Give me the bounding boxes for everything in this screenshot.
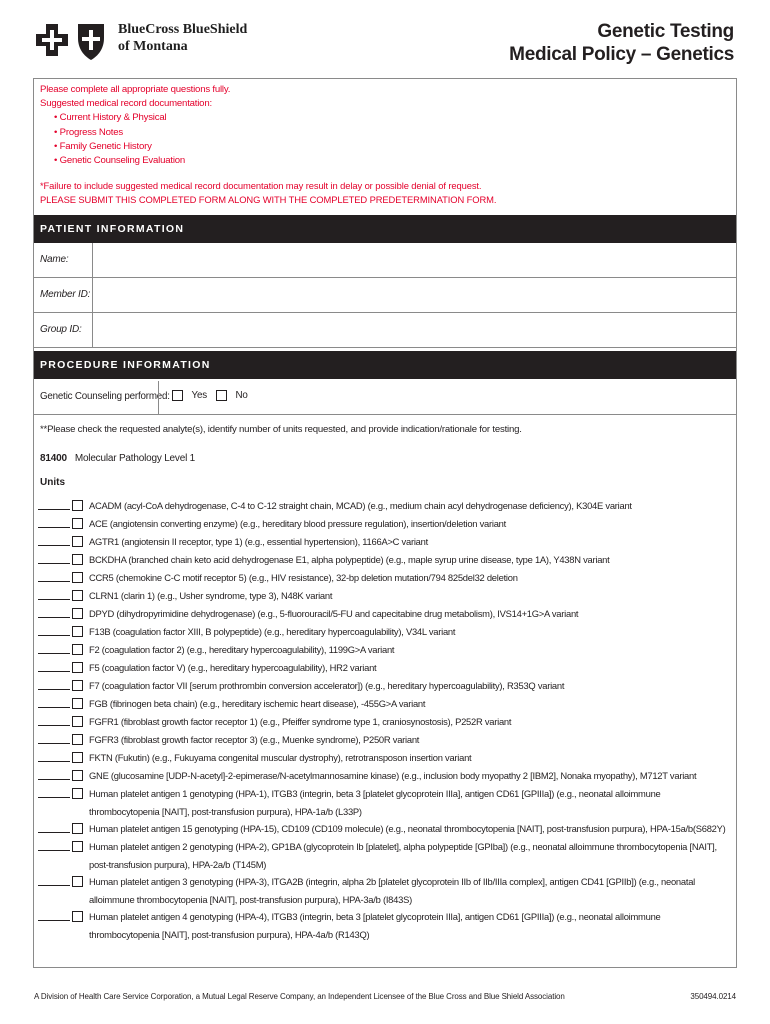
analyte-text: FKTN (Fukutin) (e.g., Fukuyama congenital muscular dystrophy), retrotransposon insertion variant — [89, 752, 472, 763]
analyte-checkbox[interactable] — [72, 734, 83, 745]
analyte-checkbox[interactable] — [72, 698, 83, 709]
units-input[interactable] — [38, 785, 70, 798]
analyte-checkbox[interactable] — [72, 608, 83, 619]
footer-text: A Division of Health Care Service Corporation, a Mutual Legal Reserve Company, an Independent Licensee of the Blue Cross and Blue Shield Association — [34, 992, 565, 1001]
gc-no-label: No — [235, 390, 248, 402]
analyte-row — [38, 713, 732, 731]
analyte-text: CCR5 (chemokine C-C motif receptor 5) (e.g., HIV resistance), 32-bp deletion mutation/794 825del32 deletion — [89, 572, 518, 583]
units-input[interactable] — [38, 587, 70, 600]
name-label: Name: — [40, 254, 69, 265]
analyte-text: FGFR1 (fibroblast growth factor receptor 1) (e.g., Pfeiffer syndrome type 1, craniosynostosis), P252R variant — [89, 716, 512, 727]
analyte-checkbox[interactable] — [72, 572, 83, 583]
analyte-row — [38, 569, 732, 587]
analyte-checkbox[interactable] — [72, 770, 83, 781]
analyte-checkbox[interactable] — [72, 626, 83, 637]
title-line-2: Medical Policy – Genetics — [509, 44, 734, 65]
analyte-row — [38, 659, 732, 677]
bcbs-logo-icon — [34, 20, 110, 62]
group-id-row — [34, 313, 736, 348]
units-input[interactable] — [38, 623, 70, 636]
units-input[interactable] — [38, 533, 70, 546]
gc-yes-option[interactable] — [172, 390, 207, 401]
units-heading: Units — [40, 477, 65, 488]
analyte-checkbox[interactable] — [72, 554, 83, 565]
analyte-text: GNE (glucosamine [UDP-N-acetyl]-2-epimerase/N-acetylmannosamine kinase) (e.g., inclusion body myopathy 2 [IBM2], Nonaka myopathy), M712T variant — [89, 770, 697, 781]
page-header — [0, 0, 770, 80]
analyte-checkbox[interactable] — [72, 716, 83, 727]
analyte-row — [38, 587, 732, 605]
brand-name — [118, 21, 247, 55]
units-input[interactable] — [38, 605, 70, 618]
warning-notice — [40, 179, 496, 207]
analyte-checkbox[interactable] — [72, 680, 83, 691]
page-title — [509, 20, 734, 66]
analyte-instruction: **Please check the requested analyte(s), identify number of units requested, and provide indication/rationale for testing. — [40, 424, 522, 435]
form-box — [33, 78, 737, 968]
analyte-text: F2 (coagulation factor 2) (e.g., hereditary hypercoagulability), 1199G>A variant — [89, 644, 395, 655]
documentation-item: • Progress Notes — [54, 126, 230, 140]
analyte-checkbox[interactable] — [72, 911, 83, 922]
analyte-checkbox[interactable] — [72, 823, 83, 834]
gc-no-checkbox[interactable] — [216, 390, 227, 401]
documentation-item: • Current History & Physical — [54, 111, 230, 125]
analyte-row — [38, 767, 732, 785]
analyte-text: DPYD (dihydropyrimidine dehydrogenase) (e.g., 5-fluorouracil/5-FU and capecitabine drug metabolism), IVS14+1G>A variant — [89, 608, 579, 619]
analyte-row — [38, 551, 732, 569]
analyte-row — [38, 820, 732, 838]
procedure-code-line — [40, 453, 195, 464]
group-id-field[interactable] — [92, 313, 736, 347]
genetic-counseling-label: Genetic Counseling performed: — [40, 391, 170, 402]
page-footer — [34, 992, 736, 1001]
patient-info-heading: PATIENT INFORMATION — [34, 215, 736, 243]
intro-line-1: Please complete all appropriate questions fully. — [40, 84, 231, 95]
units-input[interactable] — [38, 731, 70, 744]
analyte-text: Human platelet antigen 4 genotyping (HPA-4), ITGB3 (integrin, beta 3 [platelet glycoprotein IIIa], antigen CD61 [GPIIIa]) (e.g., neonatal alloimmune thrombocytopenia [NAIT], post-transfusion purpura), HPA-4a/b (R143Q) — [89, 911, 661, 940]
units-input[interactable] — [38, 713, 70, 726]
units-input[interactable] — [38, 497, 70, 510]
analyte-row — [38, 641, 732, 659]
divider — [158, 381, 159, 414]
name-row — [34, 243, 736, 278]
analyte-checkbox[interactable] — [72, 841, 83, 852]
genetic-counseling-row — [34, 381, 736, 415]
documentation-item: • Genetic Counseling Evaluation — [54, 154, 230, 168]
analyte-text: F5 (coagulation factor V) (e.g., hereditary hypercoagulability), HR2 variant — [89, 662, 377, 673]
analyte-row — [38, 695, 732, 713]
analyte-checkbox[interactable] — [72, 662, 83, 673]
analyte-text: F13B (coagulation factor XIII, B polypeptide) (e.g., hereditary hypercoagulability), V34L variant — [89, 626, 456, 637]
units-input[interactable] — [38, 908, 70, 921]
units-input[interactable] — [38, 767, 70, 780]
units-input[interactable] — [38, 659, 70, 672]
analyte-row — [38, 908, 732, 943]
units-input[interactable] — [38, 838, 70, 851]
analyte-row — [38, 749, 732, 767]
analyte-text: Human platelet antigen 1 genotyping (HPA-1), ITGB3 (integrin, beta 3 [platelet glycoprotein IIIa], antigen CD61 [GPIIIa]) (e.g., neonatal alloimmune thrombocytopenia [NAIT], post-transfusion purpura), HPA-1a/b (L33P) — [89, 788, 661, 817]
intro-instructions — [40, 83, 230, 168]
analyte-row — [38, 497, 732, 515]
units-input[interactable] — [38, 749, 70, 762]
procedure-code: 81400 — [40, 453, 67, 464]
units-input[interactable] — [38, 873, 70, 886]
analyte-checkbox[interactable] — [72, 644, 83, 655]
analyte-checkbox[interactable] — [72, 518, 83, 529]
analyte-text: Human platelet antigen 2 genotyping (HPA-2), GP1BA (glycoprotein Ib [platelet], alpha polypeptide [GPIba]) (e.g., neonatal alloimmune thrombocytopenia [NAIT], post-transfusion purpura), HPA-2a/b (T145M) — [89, 841, 717, 870]
units-input[interactable] — [38, 515, 70, 528]
form-number: 350494.0214 — [690, 992, 736, 1001]
analyte-text: ACE (angiotensin converting enzyme) (e.g., hereditary blood pressure regulation), insertion/deletion variant — [89, 518, 506, 529]
submit-instruction: PLEASE SUBMIT THIS COMPLETED FORM ALONG WITH THE COMPLETED PREDETERMINATION FORM. — [40, 194, 497, 205]
analyte-checkbox[interactable] — [72, 752, 83, 763]
analyte-row — [38, 533, 732, 551]
brand-line-1: BlueCross BlueShield — [118, 22, 248, 37]
analyte-text: ACADM (acyl-CoA dehydrogenase, C-4 to C-12 straight chain, MCAD) (e.g., medium chain acyl dehydrogenase deficiency), K304E variant — [89, 500, 632, 511]
intro-line-2: Suggested medical record documentation: — [40, 98, 212, 110]
documentation-list — [40, 111, 230, 168]
gc-yes-checkbox[interactable] — [172, 390, 183, 401]
analyte-text: BCKDHA (branched chain keto acid dehydrogenase E1, alpha polypeptide) (e.g., maple syrup urine disease, type 1A), Y438N variant — [89, 554, 610, 565]
units-input[interactable] — [38, 569, 70, 582]
brand-line-2: of Montana — [118, 39, 188, 54]
units-input[interactable] — [38, 641, 70, 654]
name-field[interactable] — [92, 243, 736, 277]
analyte-list — [38, 497, 732, 943]
analyte-row — [38, 785, 732, 820]
analyte-text: Human platelet antigen 15 genotyping (HPA-15), CD109 (CD109 molecule) (e.g., neonatal thrombocytopenia [NAIT], post-transfusion purpura), HPA-15a/b(S682Y) — [89, 823, 726, 834]
analyte-row — [38, 838, 732, 873]
analyte-row — [38, 677, 732, 695]
analyte-text: Human platelet antigen 3 genotyping (HPA-3), ITGA2B (integrin, alpha 2b [platelet glycoprotein IIb of IIb/IIIa complex], antigen CD41 [GPIIb]) (e.g., neonatal alloimmune thrombocytopenia [NAIT], post-transfusion purpura), HPA-3a/b (I843S) — [89, 876, 696, 905]
member-id-row — [34, 278, 736, 313]
analyte-row — [38, 873, 732, 908]
analyte-checkbox[interactable] — [72, 500, 83, 511]
warning-text: *Failure to include suggested medical record documentation may result in delay or possible denial of request. — [40, 180, 482, 191]
member-id-label: Member ID: — [40, 289, 91, 300]
analyte-text: F7 (coagulation factor VII [serum prothrombin conversion accelerator]) (e.g., hereditary hypercoagulability), R353Q variant — [89, 680, 565, 691]
gc-yes-label: Yes — [191, 390, 207, 402]
member-id-field[interactable] — [92, 278, 736, 312]
procedure-code-description: Molecular Pathology Level 1 — [74, 453, 196, 464]
title-line-1: Genetic Testing — [597, 21, 734, 42]
units-input[interactable] — [38, 820, 70, 833]
analyte-row — [38, 605, 732, 623]
analyte-checkbox[interactable] — [72, 590, 83, 601]
analyte-row — [38, 515, 732, 533]
analyte-checkbox[interactable] — [72, 788, 83, 799]
units-input[interactable] — [38, 677, 70, 690]
procedure-info-heading: PROCEDURE INFORMATION — [34, 351, 736, 379]
analyte-text: AGTR1 (angiotensin II receptor, type 1) (e.g., essential hypertension), 1166A>C variant — [89, 536, 428, 547]
analyte-row — [38, 623, 732, 641]
analyte-row — [38, 731, 732, 749]
documentation-item: • Family Genetic History — [54, 140, 230, 154]
analyte-text: FGFR3 (fibroblast growth factor receptor 3) (e.g., Muenke syndrome), P250R variant — [89, 734, 420, 745]
group-id-label: Group ID: — [40, 324, 82, 335]
analyte-checkbox[interactable] — [72, 876, 83, 887]
analyte-text: FGB (fibrinogen beta chain) (e.g., hereditary ischemic heart disease), -455G>A variant — [89, 698, 426, 709]
units-input[interactable] — [38, 551, 70, 564]
gc-no-option[interactable] — [216, 390, 248, 401]
analyte-checkbox[interactable] — [72, 536, 83, 547]
analyte-text: CLRN1 (clarin 1) (e.g., Usher syndrome, type 3), N48K variant — [89, 590, 333, 601]
units-input[interactable] — [38, 695, 70, 708]
